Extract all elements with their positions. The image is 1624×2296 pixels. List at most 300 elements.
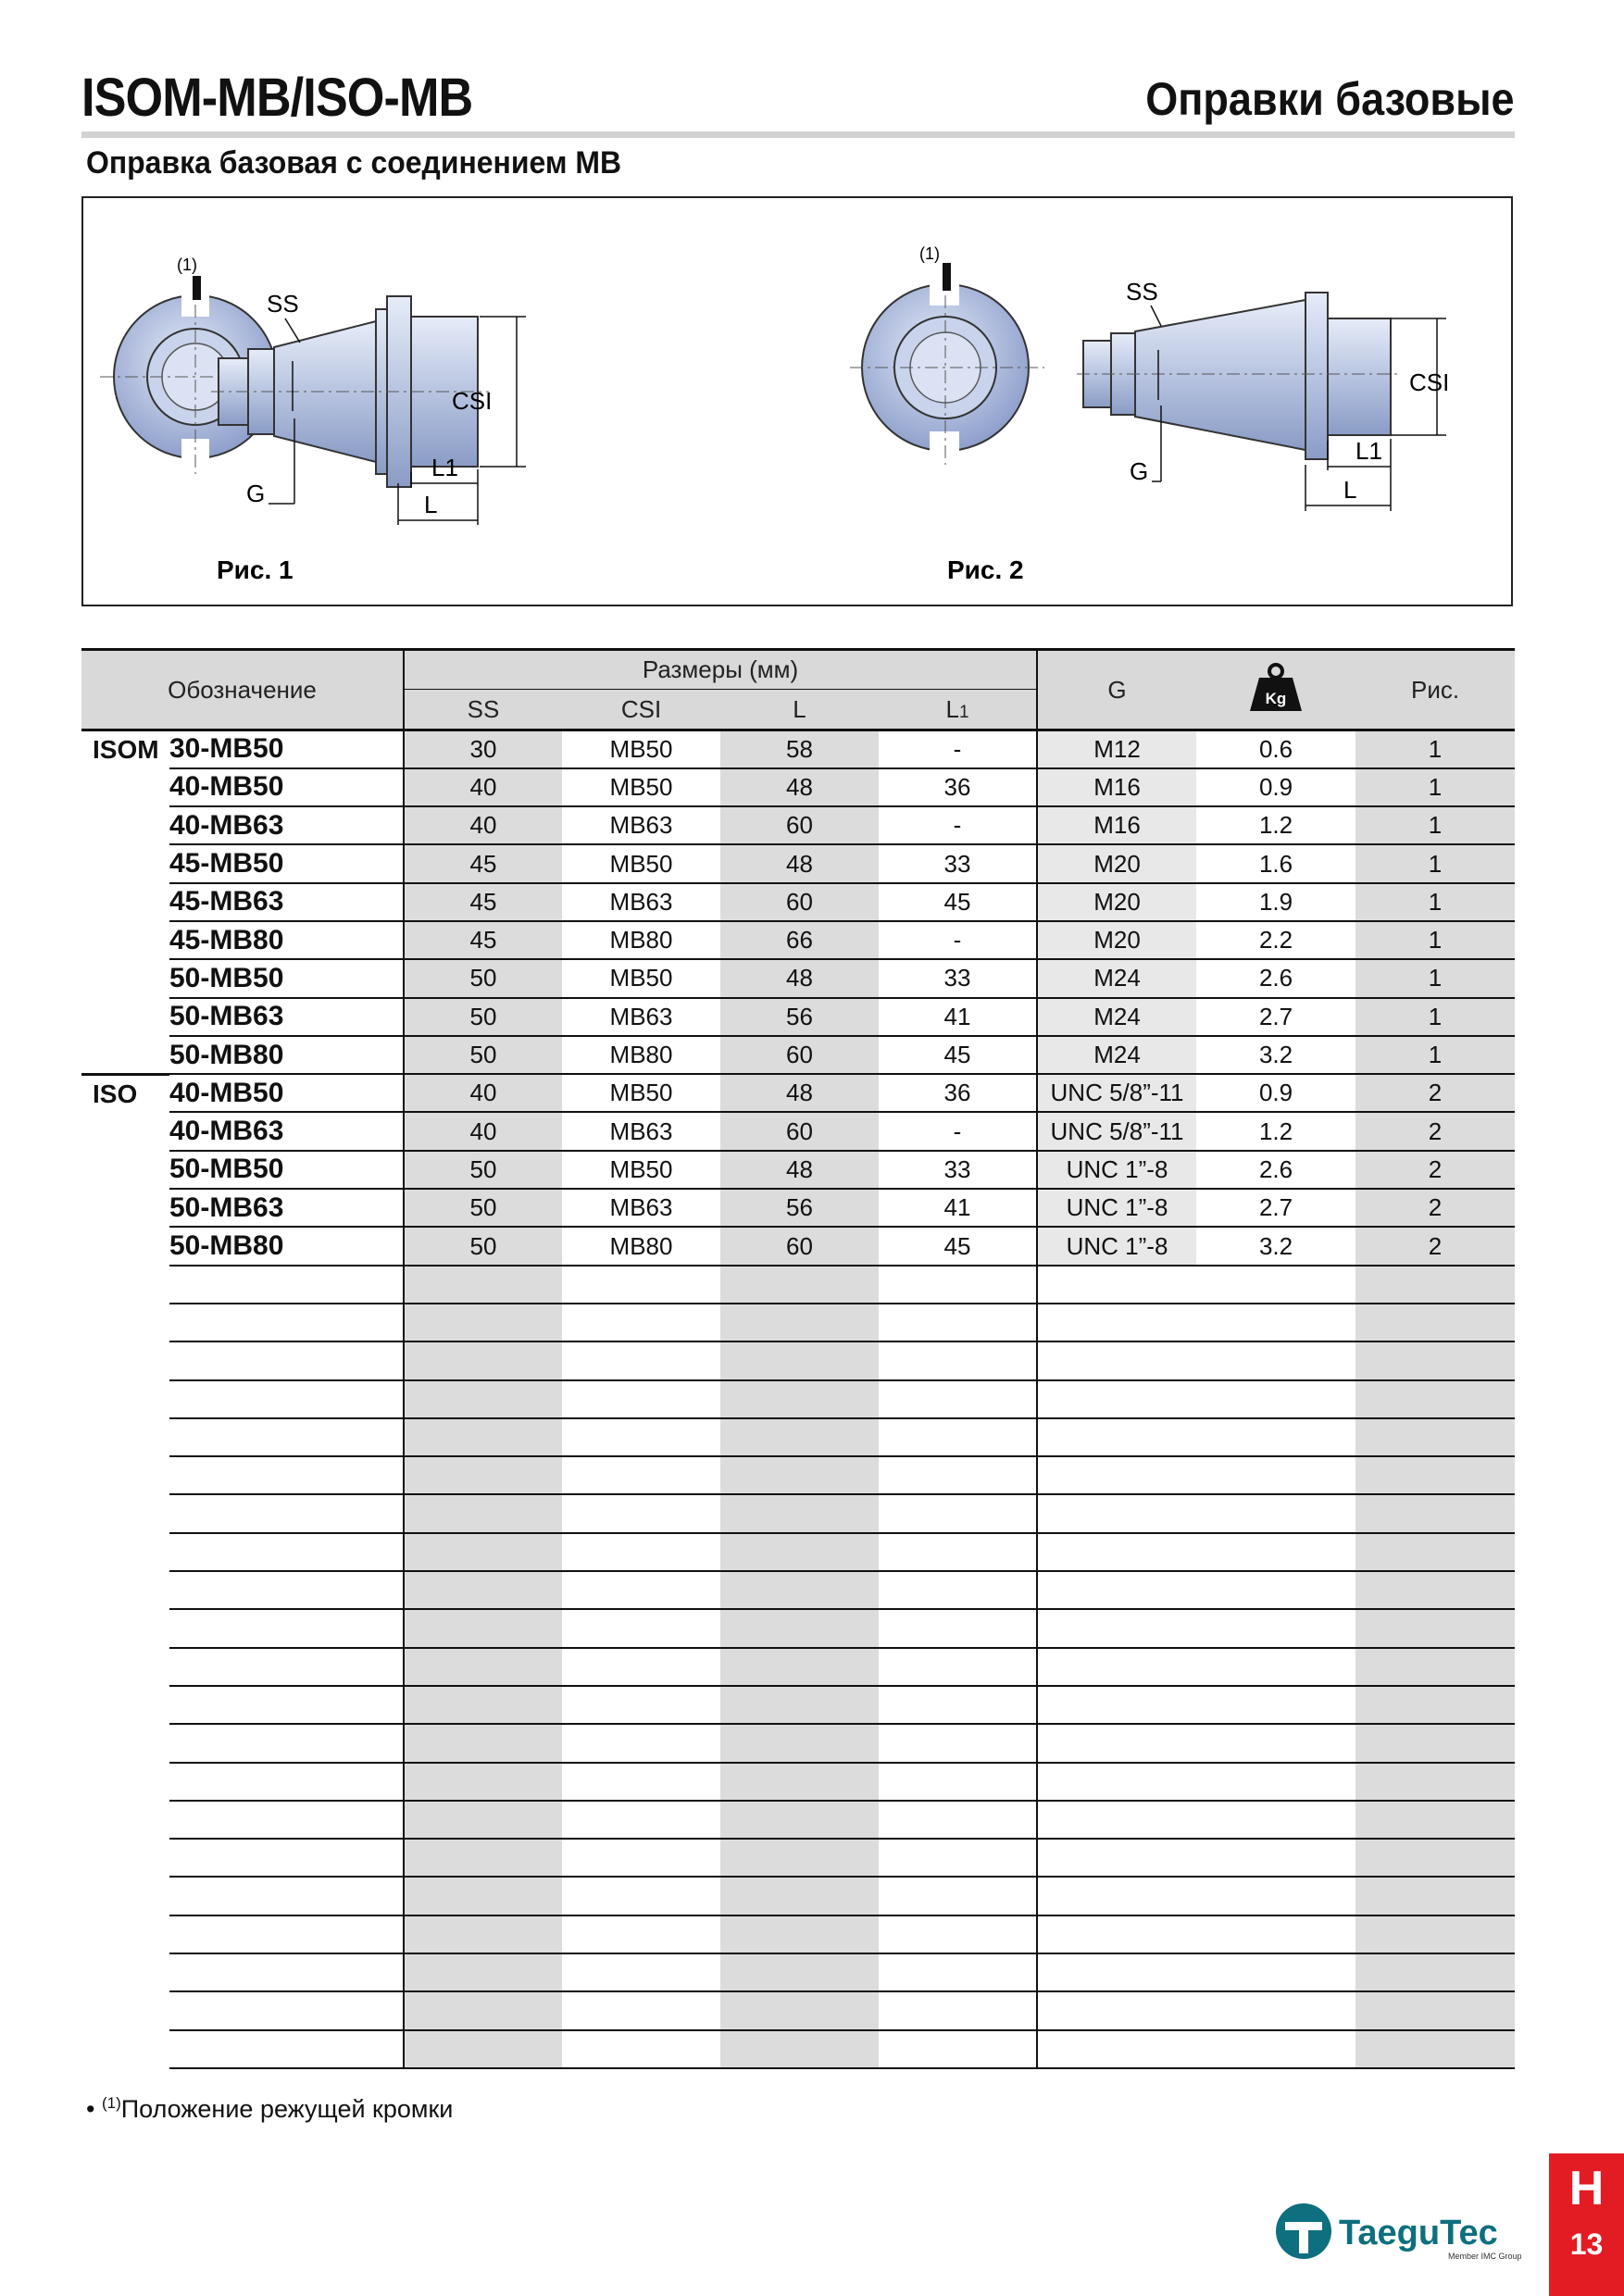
cell-l: 56 xyxy=(720,998,879,1036)
cell-csi: MB63 xyxy=(562,1189,720,1227)
cell-empty xyxy=(1196,1915,1355,1953)
cell-empty xyxy=(404,1418,562,1456)
cell-prefix xyxy=(81,1456,169,1494)
cell-designation xyxy=(169,1571,404,1609)
cell-empty xyxy=(720,1763,879,1801)
cell-ss: 40 xyxy=(404,768,562,806)
cell-empty xyxy=(879,1648,1037,1686)
cell-prefix xyxy=(81,1686,169,1724)
table-row xyxy=(81,998,1515,1036)
cell-designation: 50-MB63 xyxy=(169,998,404,1036)
fig1-csi-label: CSI xyxy=(452,387,493,415)
cell-l1: 36 xyxy=(879,1074,1037,1112)
cell-l: 60 xyxy=(720,1112,879,1150)
cell-empty xyxy=(1355,1953,1515,1991)
cell-empty xyxy=(1355,2030,1515,2068)
cell-empty xyxy=(1037,1724,1196,1762)
cell-designation xyxy=(169,1953,404,1991)
table-row xyxy=(81,921,1515,959)
header-csi: CSI xyxy=(562,690,720,730)
cell-empty xyxy=(562,1494,720,1532)
cell-g: M12 xyxy=(1037,730,1196,768)
cell-kg: 0.6 xyxy=(1196,730,1355,768)
cell-l: 58 xyxy=(720,730,879,768)
cell-prefix xyxy=(81,1953,169,1991)
cell-l: 60 xyxy=(720,883,879,921)
table-row-empty xyxy=(81,1724,1515,1762)
figures-drawing xyxy=(81,196,1513,606)
cell-empty xyxy=(720,1533,879,1571)
cell-prefix xyxy=(81,1036,169,1074)
cell-prefix xyxy=(81,1877,169,1915)
cell-ss: 45 xyxy=(404,921,562,959)
cell-empty xyxy=(1196,1763,1355,1801)
table-row xyxy=(81,1189,1515,1227)
cell-prefix xyxy=(81,1839,169,1877)
cell-l1: 45 xyxy=(879,883,1037,921)
cell-empty xyxy=(879,1380,1037,1418)
fig2-ss-label: SS xyxy=(1126,278,1158,306)
cell-empty xyxy=(720,1609,879,1647)
cell-ss: 40 xyxy=(404,806,562,844)
cell-empty xyxy=(720,1494,879,1532)
cell-empty xyxy=(879,1953,1037,1991)
cell-empty xyxy=(720,1877,879,1915)
cell-l1: 45 xyxy=(879,1036,1037,1074)
cell-empty xyxy=(1037,1456,1196,1494)
cell-empty xyxy=(1037,1877,1196,1915)
cell-empty xyxy=(1037,1380,1196,1418)
cell-empty xyxy=(879,1571,1037,1609)
cell-empty xyxy=(720,1456,879,1494)
cell-prefix xyxy=(81,1266,169,1304)
cell-empty xyxy=(1037,1341,1196,1379)
cell-l: 48 xyxy=(720,1074,879,1112)
cell-empty xyxy=(720,1648,879,1686)
cell-empty xyxy=(879,1533,1037,1571)
cell-kg: 2.7 xyxy=(1196,1189,1355,1227)
cell-empty xyxy=(404,1341,562,1379)
page-number: 13 xyxy=(1569,2227,1604,2261)
cell-empty xyxy=(562,1380,720,1418)
cell-kg: 2.6 xyxy=(1196,1151,1355,1189)
table-row-empty xyxy=(81,2030,1515,2068)
section-letter: H xyxy=(1568,2162,1605,2215)
cell-empty xyxy=(404,1380,562,1418)
cell-l: 60 xyxy=(720,1036,879,1074)
cell-empty xyxy=(562,1571,720,1609)
cell-empty xyxy=(1355,1915,1515,1953)
cell-designation xyxy=(169,1494,404,1532)
cell-ss: 50 xyxy=(404,1189,562,1227)
cell-empty xyxy=(1196,1341,1355,1379)
cell-csi: MB80 xyxy=(562,1227,720,1265)
table-row-empty xyxy=(81,1686,1515,1724)
cell-fig: 1 xyxy=(1355,883,1515,921)
cell-prefix: ISO xyxy=(81,1074,169,1112)
cell-designation xyxy=(169,1686,404,1724)
cell-empty xyxy=(1355,1763,1515,1801)
cell-empty xyxy=(720,1686,879,1724)
cell-empty xyxy=(1037,1991,1196,2029)
fig2-l1-label: L1 xyxy=(1355,437,1382,465)
cell-empty xyxy=(562,1953,720,1991)
fig2-front-view xyxy=(850,244,1044,465)
cell-empty xyxy=(1037,1763,1196,1801)
cell-empty xyxy=(1355,1418,1515,1456)
cell-empty xyxy=(404,1915,562,1953)
cell-empty xyxy=(1196,1533,1355,1571)
fig2-csi-label: CSI xyxy=(1409,368,1450,396)
cell-csi: MB50 xyxy=(562,844,720,882)
cell-designation: 50-MB50 xyxy=(169,959,404,997)
footnote-text: Положение режущей кромки xyxy=(120,2095,454,2123)
cell-l1: 33 xyxy=(879,959,1037,997)
cell-prefix xyxy=(81,959,169,997)
cell-designation xyxy=(169,1991,404,2029)
cell-fig: 2 xyxy=(1355,1074,1515,1112)
cell-empty xyxy=(1037,2030,1196,2068)
cell-prefix xyxy=(81,806,169,844)
cell-empty xyxy=(720,1418,879,1456)
cell-empty xyxy=(720,1571,879,1609)
cell-fig: 1 xyxy=(1355,768,1515,806)
cell-designation xyxy=(169,2030,404,2068)
fig2-caption: Рис. 2 xyxy=(947,555,1024,584)
cell-empty xyxy=(404,1304,562,1341)
cell-empty xyxy=(404,1839,562,1877)
cell-empty xyxy=(720,1266,879,1304)
cell-empty xyxy=(879,1418,1037,1456)
cell-empty xyxy=(1196,1571,1355,1609)
cell-designation xyxy=(169,1304,404,1341)
cell-empty xyxy=(720,1839,879,1877)
cell-empty xyxy=(1037,1839,1196,1877)
cell-empty xyxy=(404,1533,562,1571)
cell-empty xyxy=(1355,1266,1515,1304)
cell-g: M24 xyxy=(1037,959,1196,997)
page-subtitle: Оправка базовая с соединением MB xyxy=(86,145,622,181)
table-row-empty xyxy=(81,1304,1515,1341)
cell-kg: 1.2 xyxy=(1196,806,1355,844)
fig1-ss-label: SS xyxy=(267,290,299,318)
cell-designation: 45-MB50 xyxy=(169,844,404,882)
cell-empty xyxy=(562,1724,720,1762)
header-l1: L1 xyxy=(879,690,1037,730)
table-row-empty xyxy=(81,1915,1515,1953)
cell-empty xyxy=(720,1724,879,1762)
table-row-empty xyxy=(81,1571,1515,1609)
cell-empty xyxy=(720,1915,879,1953)
cell-kg: 2.2 xyxy=(1196,921,1355,959)
cell-designation: 50-MB80 xyxy=(169,1227,404,1265)
cell-prefix xyxy=(81,1189,169,1227)
cell-fig: 1 xyxy=(1355,1036,1515,1074)
cell-l: 48 xyxy=(720,959,879,997)
cell-empty xyxy=(562,1341,720,1379)
cell-empty xyxy=(879,1609,1037,1647)
fig1-note-label: (1) xyxy=(177,256,197,274)
cell-l: 48 xyxy=(720,844,879,882)
cell-empty xyxy=(1196,1839,1355,1877)
cell-prefix xyxy=(81,1227,169,1265)
cell-designation: 30-MB50 xyxy=(169,730,404,768)
cell-prefix xyxy=(81,1418,169,1456)
table-row-empty xyxy=(81,1533,1515,1571)
cell-prefix xyxy=(81,921,169,959)
cell-l: 60 xyxy=(720,806,879,844)
cell-empty xyxy=(562,1686,720,1724)
footnote-marker: (1) xyxy=(101,2094,121,2112)
table-row-empty xyxy=(81,1953,1515,1991)
cell-designation xyxy=(169,1609,404,1647)
cell-designation: 40-MB50 xyxy=(169,768,404,806)
cell-prefix xyxy=(81,1801,169,1839)
cell-empty xyxy=(720,1801,879,1839)
table-row xyxy=(81,1227,1515,1265)
cell-empty xyxy=(1196,1304,1355,1341)
cell-fig: 2 xyxy=(1355,1227,1515,1265)
cell-empty xyxy=(562,1877,720,1915)
cell-g: M24 xyxy=(1037,998,1196,1036)
cell-empty xyxy=(404,1266,562,1304)
cell-prefix xyxy=(81,1724,169,1762)
cell-empty xyxy=(879,1341,1037,1379)
cell-empty xyxy=(1355,1686,1515,1724)
footnote xyxy=(86,2094,453,2124)
cell-designation xyxy=(169,1877,404,1915)
footnote-bullet: • xyxy=(86,2095,95,2123)
table-row-empty xyxy=(81,1380,1515,1418)
header-fig: Рис. xyxy=(1355,650,1515,730)
cell-empty xyxy=(1355,1571,1515,1609)
cell-empty xyxy=(562,1648,720,1686)
cell-empty xyxy=(562,1533,720,1571)
cell-ss: 40 xyxy=(404,1112,562,1150)
cell-empty xyxy=(1355,1304,1515,1341)
cell-empty xyxy=(562,1266,720,1304)
table-row-empty xyxy=(81,1763,1515,1801)
cell-empty xyxy=(562,2030,720,2068)
cell-prefix xyxy=(81,1763,169,1801)
table-row xyxy=(81,959,1515,997)
table-row-empty xyxy=(81,1456,1515,1494)
weight-icon-text: Kg xyxy=(1265,689,1287,707)
table-row xyxy=(81,1074,1515,1112)
cell-empty xyxy=(404,2030,562,2068)
page-title: ISOM-MB/ISO-MB xyxy=(81,68,473,128)
cell-empty xyxy=(1355,1533,1515,1571)
cell-g: M20 xyxy=(1037,921,1196,959)
cell-empty xyxy=(1196,1648,1355,1686)
cell-ss: 45 xyxy=(404,844,562,882)
cell-empty xyxy=(1037,1915,1196,1953)
cell-l1: 45 xyxy=(879,1227,1037,1265)
cell-empty xyxy=(562,1609,720,1647)
header-designation: Обозначение xyxy=(81,650,404,730)
cell-empty xyxy=(720,1304,879,1341)
cell-empty xyxy=(879,1991,1037,2029)
cell-l: 48 xyxy=(720,1151,879,1189)
cell-prefix xyxy=(81,844,169,882)
cell-csi: MB50 xyxy=(562,730,720,768)
cell-empty xyxy=(1355,1991,1515,2029)
cell-empty xyxy=(562,1839,720,1877)
cell-prefix xyxy=(81,1533,169,1571)
cell-g: UNC 5/8”-11 xyxy=(1037,1074,1196,1112)
cell-designation xyxy=(169,1418,404,1456)
cell-empty xyxy=(879,1839,1037,1877)
cell-l1: - xyxy=(879,806,1037,844)
cell-empty xyxy=(720,1991,879,2029)
cell-csi: MB50 xyxy=(562,1074,720,1112)
section-title: Оправки базовые xyxy=(1145,73,1515,125)
cell-kg: 1.6 xyxy=(1196,844,1355,882)
cell-csi: MB80 xyxy=(562,921,720,959)
table-row xyxy=(81,1151,1515,1189)
cell-designation xyxy=(169,1763,404,1801)
cell-fig: 2 xyxy=(1355,1151,1515,1189)
table-row-empty xyxy=(81,1418,1515,1456)
cell-empty xyxy=(1355,1609,1515,1647)
title-divider xyxy=(81,131,1515,138)
cell-empty xyxy=(1355,1341,1515,1379)
cell-empty xyxy=(879,1686,1037,1724)
cell-prefix xyxy=(81,1341,169,1379)
cell-fig: 1 xyxy=(1355,730,1515,768)
cell-empty xyxy=(562,1801,720,1839)
cell-empty xyxy=(404,1801,562,1839)
cell-empty xyxy=(1037,1686,1196,1724)
cell-ss: 50 xyxy=(404,1151,562,1189)
cell-empty xyxy=(720,1380,879,1418)
cell-csi: MB80 xyxy=(562,1036,720,1074)
cell-empty xyxy=(879,1763,1037,1801)
cell-empty xyxy=(1196,1494,1355,1532)
cell-empty xyxy=(1355,1380,1515,1418)
cell-designation xyxy=(169,1724,404,1762)
fig2-l-label: L xyxy=(1343,476,1357,504)
header-dimensions: Размеры (мм) xyxy=(404,650,1037,690)
cell-empty xyxy=(1355,1648,1515,1686)
cell-empty xyxy=(1037,1571,1196,1609)
section-tab xyxy=(1549,2153,1624,2296)
cell-empty xyxy=(1037,1266,1196,1304)
cell-designation xyxy=(169,1266,404,1304)
cell-empty xyxy=(1196,1609,1355,1647)
cell-prefix xyxy=(81,1648,169,1686)
fig1-l1-label: L1 xyxy=(431,454,458,481)
cell-fig: 2 xyxy=(1355,1112,1515,1150)
cell-designation xyxy=(169,1839,404,1877)
cell-l1: - xyxy=(879,730,1037,768)
cell-designation xyxy=(169,1341,404,1379)
table-row xyxy=(81,806,1515,844)
cell-empty xyxy=(562,1991,720,2029)
cell-empty xyxy=(879,2030,1037,2068)
cell-empty xyxy=(1355,1801,1515,1839)
cell-fig: 1 xyxy=(1355,998,1515,1036)
fig1-l-label: L xyxy=(424,491,438,518)
cell-empty xyxy=(1037,1648,1196,1686)
cell-fig: 1 xyxy=(1355,921,1515,959)
table-row xyxy=(81,883,1515,921)
cell-g: UNC 1”-8 xyxy=(1037,1227,1196,1265)
cell-empty xyxy=(1196,1266,1355,1304)
fig2-note-label: (1) xyxy=(919,244,940,263)
cell-l1: 41 xyxy=(879,998,1037,1036)
cell-empty xyxy=(404,1877,562,1915)
cell-designation xyxy=(169,1648,404,1686)
cell-fig: 1 xyxy=(1355,806,1515,844)
cell-l: 56 xyxy=(720,1189,879,1227)
cell-csi: MB63 xyxy=(562,883,720,921)
cell-g: UNC 5/8”-11 xyxy=(1037,1112,1196,1150)
cell-l1: 41 xyxy=(879,1189,1037,1227)
cell-empty xyxy=(720,1953,879,1991)
cell-empty xyxy=(562,1915,720,1953)
cell-g: M20 xyxy=(1037,844,1196,882)
cell-ss: 50 xyxy=(404,1227,562,1265)
cell-empty xyxy=(1355,1724,1515,1762)
cell-designation: 40-MB50 xyxy=(169,1074,404,1112)
cell-prefix xyxy=(81,1571,169,1609)
cell-empty xyxy=(879,1494,1037,1532)
cell-ss: 40 xyxy=(404,1074,562,1112)
cell-ss: 50 xyxy=(404,998,562,1036)
cell-csi: MB63 xyxy=(562,1112,720,1150)
cell-empty xyxy=(404,1724,562,1762)
cell-empty xyxy=(879,1724,1037,1762)
cell-kg: 1.2 xyxy=(1196,1112,1355,1150)
cell-empty xyxy=(1196,1380,1355,1418)
cell-ss: 50 xyxy=(404,1036,562,1074)
cell-designation: 40-MB63 xyxy=(169,806,404,844)
cell-empty xyxy=(1196,1801,1355,1839)
cell-empty xyxy=(1037,1953,1196,1991)
cell-ss: 50 xyxy=(404,959,562,997)
cell-l: 66 xyxy=(720,921,879,959)
cell-g: UNC 1”-8 xyxy=(1037,1151,1196,1189)
table-row-empty xyxy=(81,1341,1515,1379)
cell-designation xyxy=(169,1533,404,1571)
cell-kg: 2.6 xyxy=(1196,959,1355,997)
cell-prefix xyxy=(81,2030,169,2068)
cell-empty xyxy=(1037,1418,1196,1456)
cell-prefix xyxy=(81,1304,169,1341)
cell-g: M16 xyxy=(1037,806,1196,844)
cell-prefix xyxy=(81,1380,169,1418)
cell-l: 48 xyxy=(720,768,879,806)
cell-empty xyxy=(1196,1456,1355,1494)
spec-table xyxy=(81,648,1515,2069)
cell-empty xyxy=(1037,1304,1196,1341)
header-weight xyxy=(1196,650,1355,730)
cell-g: M16 xyxy=(1037,768,1196,806)
cell-designation xyxy=(169,1380,404,1418)
cell-g: M24 xyxy=(1037,1036,1196,1074)
table-row xyxy=(81,844,1515,882)
taegutec-logo xyxy=(1272,2198,1522,2265)
cell-empty xyxy=(1355,1456,1515,1494)
cell-prefix xyxy=(81,1609,169,1647)
cell-empty xyxy=(879,1801,1037,1839)
cell-empty xyxy=(404,1953,562,1991)
cell-designation: 45-MB63 xyxy=(169,883,404,921)
header-g: G xyxy=(1037,650,1196,730)
cell-prefix xyxy=(81,998,169,1036)
cell-designation: 50-MB63 xyxy=(169,1189,404,1227)
